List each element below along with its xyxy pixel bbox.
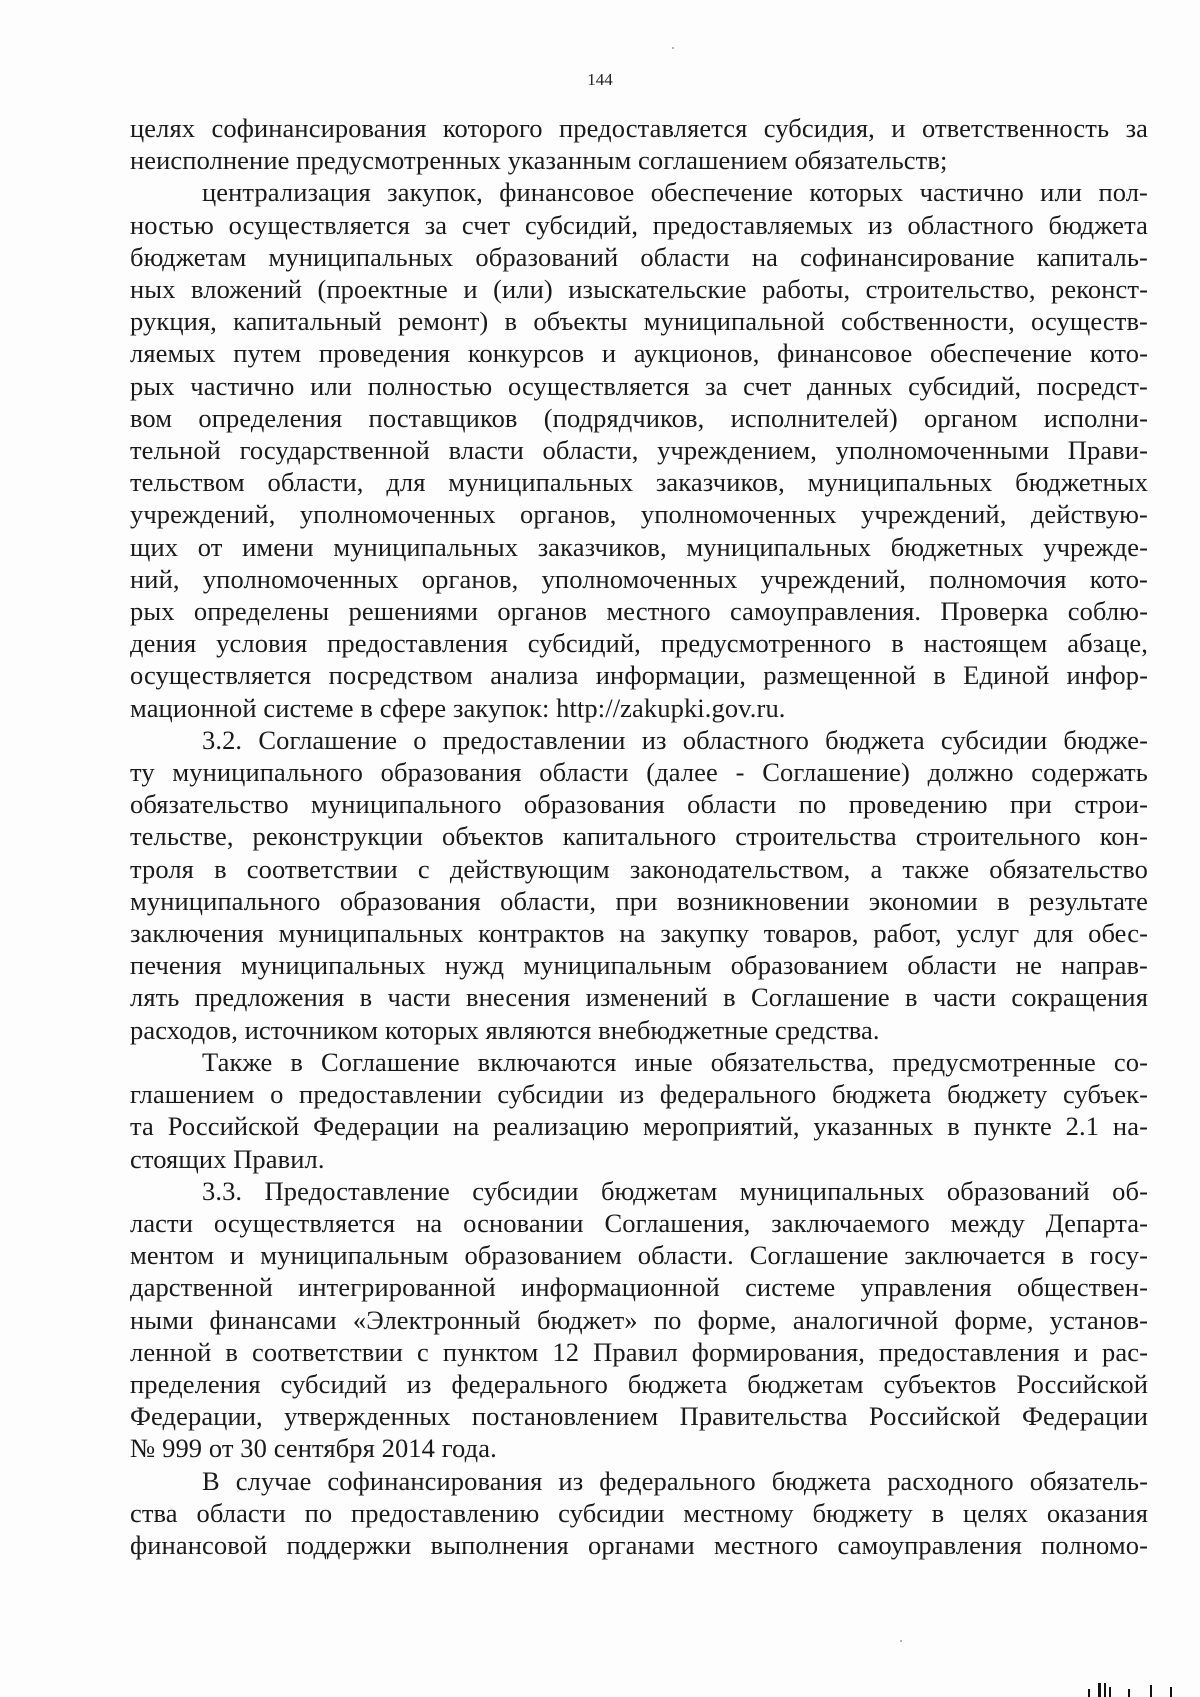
text-line: дения условия предоставления субсидий, предусмотренного в настоящем абзаце, xyxy=(130,628,1148,659)
text-line: дарственной интегрированной информационной системе управления обществен- xyxy=(130,1272,1148,1303)
text-line: расходов, источником которых являются внебюджетные средства. xyxy=(130,1014,880,1045)
text-line: пределения субсидий из федерального бюджета бюджетам субъектов Российской xyxy=(130,1368,1148,1399)
text-line: бюджетам муниципальных образований области на софинансирование капиталь- xyxy=(130,241,1148,272)
text-line: ласти осуществляется на основании Соглашения, заключаемого между Департа- xyxy=(130,1207,1148,1238)
text-line: Федерации, утвержденных постановлением Правительства Российской Федерации xyxy=(130,1401,1148,1432)
page-number: 144 xyxy=(587,70,613,89)
text-line: ний, уполномоченных органов, уполномоченных учреждений, полномочия кото- xyxy=(130,563,1148,594)
text-line: № 999 от 30 сентября 2014 года. xyxy=(130,1433,497,1464)
scan-mark xyxy=(1080,1681,1180,1697)
text-line: тельной государственной власти области, учреждением, уполномоченными Прави- xyxy=(130,435,1148,466)
text-line: та Российской Федерации на реализацию мероприятий, указанных в пункте 2.1 на- xyxy=(130,1111,1148,1142)
document-body xyxy=(130,112,1148,1561)
paragraph xyxy=(130,112,1148,176)
text-line: рых частично или полностью осуществляется за счет данных субсидий, посредст- xyxy=(130,370,1148,401)
text-line: В случае софинансирования из федерального бюджета расходного обязатель- xyxy=(202,1465,1148,1496)
scan-speck xyxy=(900,1640,902,1642)
text-line: ляемых путем проведения конкурсов и аукционов, финансовое обеспечение кото- xyxy=(130,338,1148,369)
text-line: целях софинансирования которого предоставляется субсидия, и ответственность за xyxy=(130,113,1148,143)
text-line: ных вложений (проектные и (или) изыскательские работы, строительство, реконст- xyxy=(130,274,1148,305)
text-line: глашением о предоставлении субсидии из федерального бюджета бюджету субъек- xyxy=(130,1079,1148,1110)
text-line: 3.3. Предоставление субсидии бюджетам муниципальных образований об- xyxy=(202,1175,1148,1206)
text-line: учреждений, уполномоченных органов, уполномоченных учреждений, действую- xyxy=(130,499,1148,530)
text-line: заключения муниципальных контрактов на закупку товаров, работ, услуг для обес- xyxy=(130,918,1148,949)
text-line: мационной системе в сфере закупок: http://zakupki.gov.ru. xyxy=(130,692,786,723)
text-line: неисполнение предусмотренных указанным соглашением обязательств; xyxy=(130,145,948,176)
text-line: ленной в соответствии с пунктом 12 Правил формирования, предоставления и рас- xyxy=(130,1336,1148,1367)
text-line: троля в соответствии с действующим законодательством, а также обязательство xyxy=(130,853,1148,884)
text-line: тельстве, реконструкции объектов капитального строительства строительного кон- xyxy=(130,821,1148,852)
text-line: осуществляется посредством анализа информации, размещенной в Единой инфор- xyxy=(130,660,1148,691)
scan-speck xyxy=(672,47,674,49)
text-line: ными финансами «Электронный бюджет» по форме, аналогичной форме, установ- xyxy=(130,1304,1148,1335)
text-line: Также в Соглашение включаются иные обязательства, предусмотренные со- xyxy=(202,1046,1148,1077)
text-line: муниципального образования области, при возникновении экономии в результате xyxy=(130,885,1148,916)
paragraph xyxy=(130,1175,1148,1465)
paragraph xyxy=(130,1046,1148,1175)
text-line: печения муниципальных нужд муниципальным образованием области не направ- xyxy=(130,950,1148,981)
text-line: ту муниципального образования области (далее - Соглашение) должно содержать xyxy=(130,757,1148,788)
text-line: тельством области, для муниципальных заказчиков, муниципальных бюджетных xyxy=(130,467,1148,498)
text-line: обязательство муниципального образования области по проведению при строи- xyxy=(130,789,1148,820)
text-line: щих от имени муниципальных заказчиков, муниципальных бюджетных учрежде- xyxy=(130,531,1148,562)
text-line: финансовой поддержки выполнения органами местного самоуправления полномо- xyxy=(130,1529,1148,1560)
text-line: лять предложения в части внесения изменений в Соглашение в части сокращения xyxy=(130,982,1148,1013)
text-line: централизация закупок, финансовое обеспечение которых частично или пол- xyxy=(202,177,1148,208)
text-line: ства области по предоставлению субсидии местному бюджету в целях оказания xyxy=(130,1497,1148,1528)
paragraph xyxy=(130,724,1148,1046)
text-line: ментом и муниципальным образованием области. Соглашение заключается в госу- xyxy=(130,1240,1148,1271)
paragraph xyxy=(130,1465,1148,1562)
paragraph xyxy=(130,176,1148,723)
text-line: вом определения поставщиков (подрядчиков, исполнителей) органом исполни- xyxy=(130,402,1148,433)
text-line: рых определены решениями органов местного самоуправления. Проверка соблю- xyxy=(130,596,1148,627)
text-line: 3.2. Соглашение о предоставлении из областного бюджета субсидии бюдже- xyxy=(202,724,1148,755)
text-line: стоящих Правил. xyxy=(130,1143,325,1174)
text-line: ностью осуществляется за счет субсидий, предоставляемых из областного бюджета xyxy=(130,209,1148,240)
text-line: рукция, капитальный ремонт) в объекты муниципальной собственности, осуществ- xyxy=(130,306,1148,337)
